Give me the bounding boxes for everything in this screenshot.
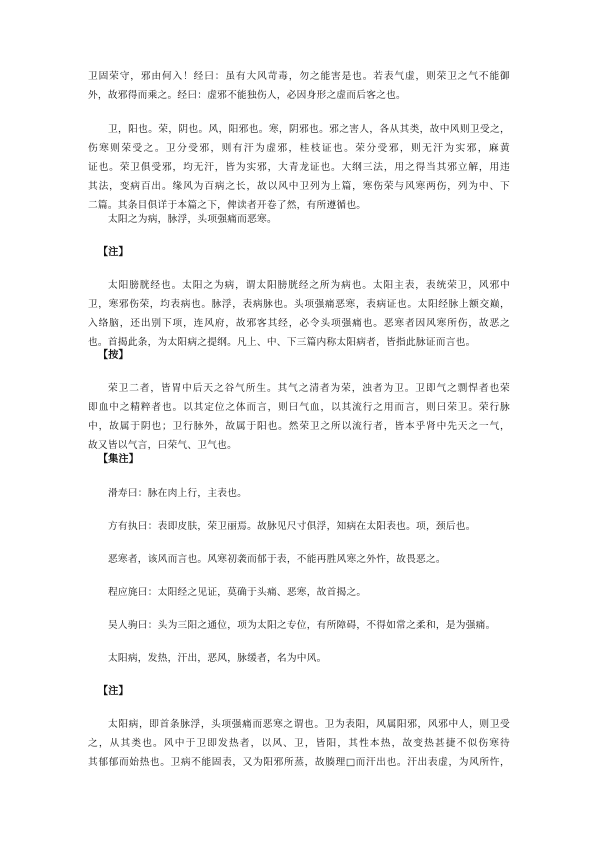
heading-text: 【注】 [98,247,129,258]
quote-hua-shou [88,484,510,503]
paragraph-2 [88,120,510,215]
section-heading-zhu [88,243,510,262]
paragraph-3 [88,210,510,229]
section-heading-jizhu [88,450,510,469]
paragraph-1 [88,67,510,105]
text-line: 方有执曰：表即皮肤，荣卫丽焉。故脉见尺寸俱浮，知病在太阳表也。项，颈后也。 [108,521,476,532]
text-line: 证也。荣卫俱受邪，均无汗，皆为实邪，大青龙证也。大纲三法，用之得当其邪立解，用违 [88,162,510,173]
text-line: 其郁郁而始热也。卫病不能固表，又为阳邪所蒸，故腠理□而汗出也。汗出表虚，为风所忤， [88,757,510,768]
quote-wu-renju [88,616,510,635]
text-line: 中，故属于阴也；卫行脉外，故属于阳也。然荣卫之所以流行者，皆本乎肾中先天之一气， [88,421,510,432]
section-heading-an [88,346,510,365]
paragraph-5 [88,379,510,455]
text-line: 程应旄曰：太阳经之见证，莫确于头痛、恶寒，故首揭之。 [108,587,367,598]
heading-text: 【注】 [98,686,129,697]
heading-text: 【按】 [98,350,129,361]
text-line: 太阳病，发热，汗出，恶风，脉缓者，名为中风。 [108,653,327,664]
text-line: 吴人驹曰：头为三阳之通位，项为太阳之专位，有所障碍，不得如常之柔和，是为强痛。 [108,620,496,631]
text-line: 太阳病，即首条脉浮，头项强痛而恶寒之谓也。卫为表阳，风属阳邪，风邪中人，则卫受 [108,719,510,730]
paragraph-4 [88,276,510,352]
text-line: 伤寒则荣受之。卫分受邪，则有汗为虚邪，桂枝证也。荣分受邪，则无汗为实邪，麻黄 [88,143,510,154]
text-line: 卫固荣守，邪由何入！经曰：虽有大风苛毒，勿之能害是也。若表气虚，则荣卫之气不能御 [88,71,510,82]
text-line: 即血中之精粹者也。以其定位之体而言，则曰气血，以其流行之用而言，则曰荣卫。荣行脉 [88,402,510,413]
text-line: 卫，寒邪伤荣，均表病也。脉浮，表病脉也。头项强痛恶寒，表病证也。太阳经脉上额交巅， [88,299,510,310]
text-line: 滑寿曰：脉在肉上行，主表也。 [108,488,248,499]
text-line: 入络脑，还出别下项，连风府，故邪客其经，必令头项强痛也。恶寒者因风寒所伤，故恶之 [88,318,510,329]
text-line: 之，从其类也。风中于卫即发热者，以风、卫，皆阳，其性本热，故变热甚捷不似伤寒待 [88,738,510,749]
text-line: 其法，变病百出。缘风为百病之长，故以风中卫列为上篇，寒伤荣与风寒两伤，列为中、下 [88,181,510,192]
quote-fang-youzhi [88,517,510,536]
quote-cheng-yingmao [88,583,510,602]
heading-text: 【集注】 [98,454,139,465]
text-line: 故又皆以气言，曰荣气、卫气也。 [88,440,238,451]
text-line: 荣卫二者，皆胃中后天之谷气所生。其气之清者为荣，浊者为卫。卫即气之剽悍者也荣 [108,383,510,394]
section-heading-zhu-2 [88,682,510,701]
text-line: 恶寒者，该风而言也。风寒初袭而郁于表，不能再胜风寒之外忤，故畏恶之。 [108,554,446,565]
paragraph-6 [88,715,510,772]
text-line: 也。首揭此条，为太阳病之提纲。凡上、中、下三篇内称太阳病者，皆指此脉证而言也。 [88,337,476,348]
paragraph-zhongfeng [88,649,510,668]
text-line: 太阳之为病，脉浮，头项强痛而恶寒。 [108,214,277,225]
text-line: 太阳膀胱经也。太阳之为病，谓太阳膀胱经之所为病也。太阳主表，表统荣卫，风邪中 [108,280,510,291]
quote-wuhan [88,550,510,569]
text-line: 外，故邪得而乘之。经曰：虚邪不能独伤人，必因身形之虚而后客之也。 [88,90,406,101]
text-line: 二篇。其条目俱详于本篇之下，俾读者开卷了然，有所遵循也。 [88,200,367,211]
text-line: 卫，阳也。荣，阴也。风，阳邪也。寒，阴邪也。邪之害人，各从其类，故中风则卫受之， [108,124,510,135]
